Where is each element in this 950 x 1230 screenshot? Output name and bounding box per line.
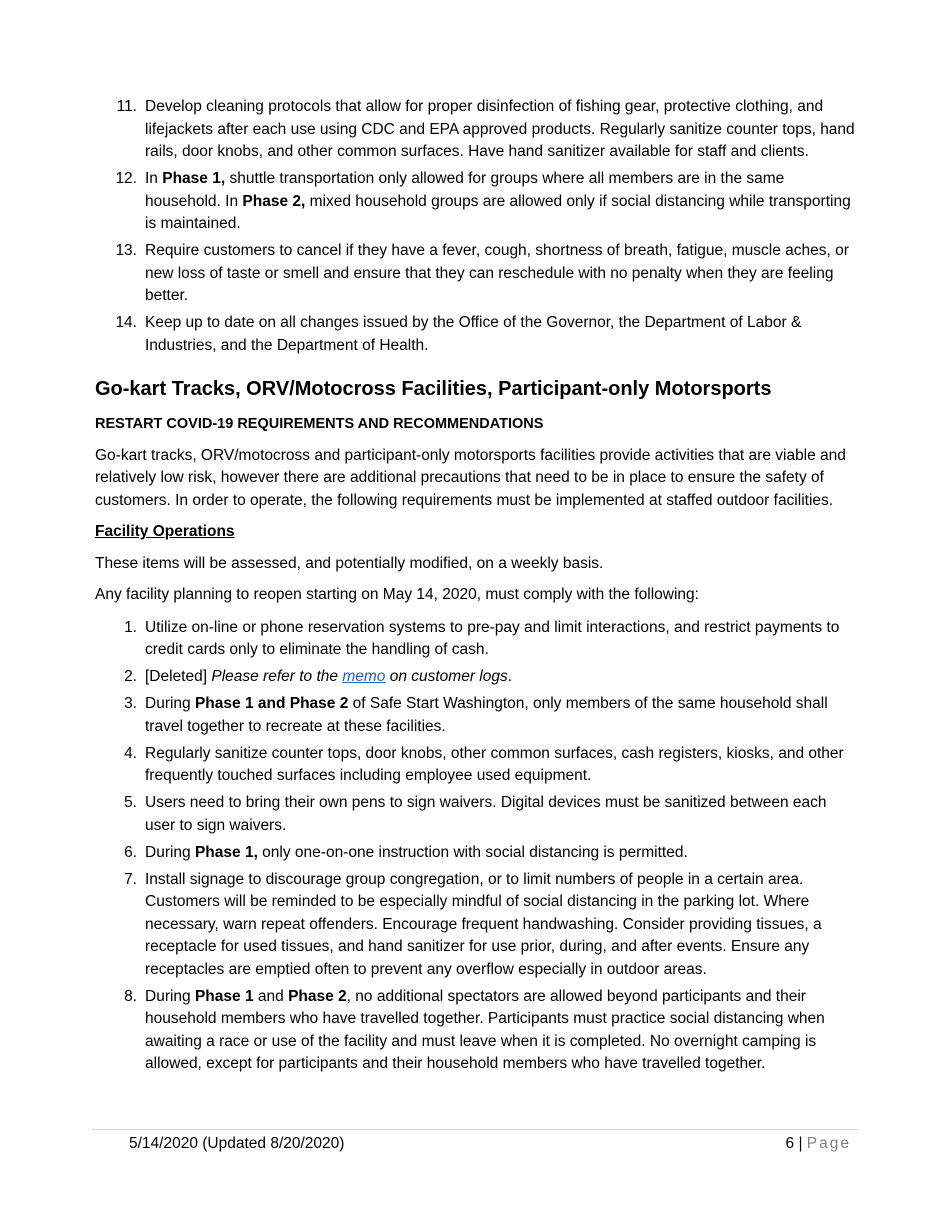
list-item <box>95 986 857 1076</box>
list-item-text: During <box>145 843 195 861</box>
comply-statement: Any facility planning to reopen starting on May 14, 2020, must comply with the following: <box>95 586 699 603</box>
list-item-text: only one-on-one instruction with social distancing is permitted. <box>257 843 688 861</box>
list-item-text: Phase 1, <box>162 170 226 187</box>
list-item-text: of Safe Start Washington, only members of the same household shall travel together to recreate at these facilities. <box>145 695 828 735</box>
intro-paragraph: Go-kart tracks, ORV/motocross and participant-only motorsports facilities provide activities that are viable and relatively low risk, however there are additional precautions that need to be in place to ensure the safety of customers. In order to operate, the following requirements must be implemented at staffed outdoor facilities. <box>95 446 846 509</box>
list-item-text: and <box>253 987 289 1005</box>
footer-date: 5/14/2020 (Updated 8/20/2020) <box>129 1135 345 1152</box>
list-item-number: 2. <box>124 668 137 685</box>
list-item-text: Keep up to date on all changes issued by the Office of the Governor, the Department of Labor & Industries, and the Department of Health. <box>145 314 802 354</box>
list-item-number: 12. <box>115 170 137 187</box>
list-item-text: . <box>507 668 513 685</box>
page-separator: | <box>798 1135 803 1152</box>
list-item <box>95 312 857 357</box>
list-item <box>95 96 857 164</box>
list-item-number: 13. <box>115 242 137 259</box>
list-item <box>95 168 857 236</box>
list-item <box>95 792 857 837</box>
list-item-text: Regularly sanitize counter tops, door knobs, other common surfaces, cash registers, kiosks, and other frequently touched surfaces including employee used equipment. <box>145 744 844 784</box>
list-item-text: During <box>145 987 195 1005</box>
list-item-text: Users need to bring their own pens to sign waivers. Digital devices must be sanitized between each user to sign waivers. <box>145 794 827 834</box>
facility-operations-heading: Facility Operations <box>95 523 235 540</box>
list-item-text: on customer logs <box>385 668 508 685</box>
list-item-number: 8. <box>124 987 137 1005</box>
weekly-note: These items will be assessed, and potentially modified, on a weekly basis. <box>95 554 604 572</box>
list-item-text: Install signage to discourage group congregation, or to limit numbers of people in a certain area. Customers will be reminded to be especially mindful of social distancing in the parking lot. Where necessary, warn repeat offenders. Encourage frequent handwashing. Consider providing tissues, a receptacle for used tissues, and hand sanitizer for use prior, during, and after events. Ensure any receptacles are emptied often to prevent any overflow especially in outdoor areas. <box>145 870 822 978</box>
list-item-number: 6. <box>124 843 137 861</box>
list-item-number: 11. <box>116 98 137 115</box>
list-item-number: 1. <box>124 618 137 636</box>
section-subtitle: RESTART COVID-19 REQUIREMENTS AND RECOMMENDATIONS <box>95 416 544 432</box>
list-item-text: Require customers to cancel if they have a fever, cough, shortness of breath, fatigue, muscle aches, or new loss of taste or smell and ensure that they can reschedule with no penalty when they are feeling better. <box>145 242 849 304</box>
facility-operations-list <box>95 617 857 1076</box>
list-item-text: Develop cleaning protocols that allow for proper disinfection of fishing gear, protective clothing, and lifejackets after each use using CDC and EPA approved products. Regularly sanitize counter tops, hand rails, door knobs, and other common surfaces. Have hand sanitizer available for staff and clients. <box>145 98 855 160</box>
memo-link[interactable]: memo <box>342 668 386 685</box>
list-item-text: [Deleted] <box>145 668 212 685</box>
list-item <box>95 666 857 689</box>
list-item-text: shuttle transportation only allowed for groups where all members are in the same household. In <box>145 170 785 210</box>
list-item-text: Utilize on-line or phone reservation systems to pre-pay and limit interactions, and restrict payments to credit cards only to eliminate the handling of cash. <box>145 618 840 658</box>
list-item-number: 3. <box>124 695 137 712</box>
list-item-text: Phase 2 <box>288 987 347 1005</box>
list-item <box>95 869 857 982</box>
section-title: Go-kart Tracks, ORV/Motocross Facilities, Participant-only Motorsports <box>95 378 772 400</box>
list-item <box>95 240 857 308</box>
list-item-number: 14. <box>115 314 137 331</box>
list-item-text: In <box>145 170 163 187</box>
list-item-text: Phase 1 <box>194 987 254 1005</box>
list-item-text: Please refer to the <box>211 668 343 685</box>
list-item-number: 5. <box>124 794 137 811</box>
list-item <box>95 617 857 662</box>
page-footer <box>92 1129 859 1157</box>
list-item-number: 4. <box>124 744 137 762</box>
page-number: 6 <box>785 1135 795 1152</box>
page-word: Page <box>806 1135 851 1152</box>
list-item <box>95 842 857 865</box>
list-item-text: Phase 2, <box>242 192 306 210</box>
footer-page-indicator <box>786 1133 851 1156</box>
list-item-text: , no additional spectators are allowed beyond participants and their household members who have travelled together. Participants must practice social distancing when awaiting a race or use of the facility and must leave when it is completed. No overnight camping is allowed, except for participants and their household members who have travelled together. <box>145 987 825 1072</box>
list-item <box>95 743 857 788</box>
list-item-text: Phase 1, <box>194 843 258 861</box>
document-page <box>95 96 857 1080</box>
list-item <box>95 693 857 738</box>
list-item-number: 7. <box>124 870 137 888</box>
list-item-text: Phase 1 and Phase 2 <box>194 695 349 712</box>
cleaning-transport-list <box>95 96 857 357</box>
list-item-text: mixed household groups are allowed only if social distancing while transporting is maintained. <box>145 192 851 232</box>
list-item-text: During <box>145 695 195 712</box>
